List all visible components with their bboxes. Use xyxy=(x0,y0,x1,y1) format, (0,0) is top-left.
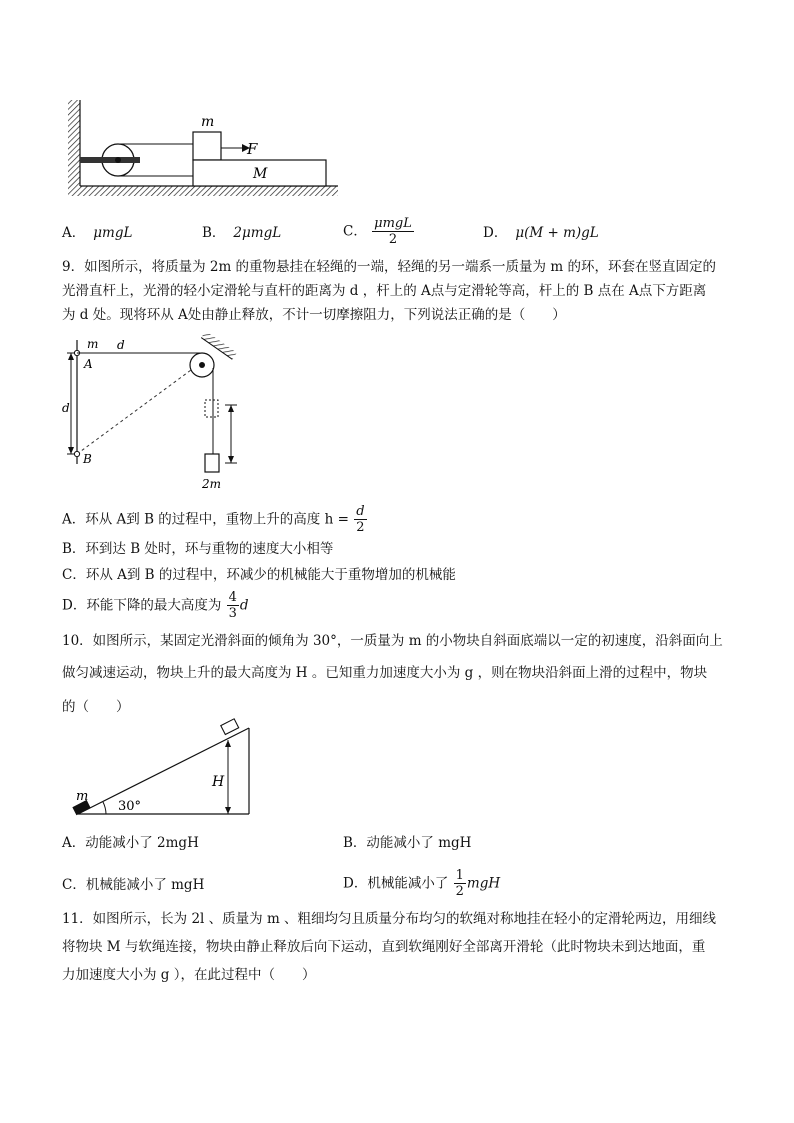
q11-stem-line-2: 将物块 M 与软绳连接，物块由静止释放后向下运动，直到软绳刚好全部离开滑轮（此时物块未到达地面，重 xyxy=(62,939,706,955)
label-m: m xyxy=(201,114,215,130)
fraction: $\frac{4}{3}$ xyxy=(228,590,237,621)
weight-initial-dashed xyxy=(205,400,218,417)
label-H: H xyxy=(212,774,225,790)
fraction: $\frac{\text{μmgL}}{2}$ xyxy=(374,216,412,247)
q11-stem-line-3: 力加速度大小为 g ），在此过程中（ ） xyxy=(62,967,316,983)
fraction: $\frac{1}{2}$ xyxy=(455,868,464,899)
block-m xyxy=(193,132,221,160)
q10-stem-line-3: 的（ ） xyxy=(62,699,130,715)
q11-stem-line-1: 11．如图所示，长为 2l 、质量为 m 、粗细均匀且质量分布均匀的软绳对称地挂在轻小的定滑轮两边，用细线 xyxy=(62,911,717,927)
q10-option-b: B．动能减小了 mgH xyxy=(343,835,472,851)
fraction: $\frac{d}{2}$ xyxy=(356,504,365,535)
label-m: m xyxy=(87,337,99,351)
q9-stem-line-3: 为 d 处。现将环从 A处由静止释放，不计一切摩擦阻力，下列说法正确的是（ ） xyxy=(62,307,566,323)
q10-stem-line-1: 10．如图所示，某固定光滑斜面的倾角为 30°，一质量为 m 的小物块自斜面底端以一定的初速度，沿斜面向上 xyxy=(62,633,723,649)
q8-option-c: C． $\frac{\text{μmgL}}{2}$ xyxy=(343,216,412,247)
rope-dashed xyxy=(77,370,191,454)
floor xyxy=(80,186,338,196)
pulley-icon xyxy=(80,144,140,176)
q9-stem-line-2: 光滑直杆上，光滑的轻小定滑轮与直杆的距离为 d ，杆上的 A点与定滑轮等高，杆上的 B 点在 A点下方距离 xyxy=(62,283,707,299)
label-angle: 30° xyxy=(118,799,142,814)
label-d-top: d xyxy=(117,338,125,352)
q10-option-a: A．动能减小了 2mgH xyxy=(62,835,199,851)
q9-option-a: A．环从 A到 B 的过程中，重物上升的高度 h = $\frac{d}{2}$ xyxy=(62,504,365,535)
label-A: A xyxy=(84,357,93,371)
label-B: B xyxy=(83,452,92,466)
q9-figure xyxy=(60,332,260,494)
q10-stem-line-2: 做匀减速运动，物块上升的最大高度为 H 。已知重力加速度大小为 g ，则在物块沿斜面上滑的过程中，物块 xyxy=(62,665,708,681)
q10-figure xyxy=(66,716,256,820)
q8-option-a: A． μmgL xyxy=(62,225,133,241)
q9-option-b: B．环到达 B 处时，环与重物的速度大小相等 xyxy=(62,541,334,557)
q9-option-c: C．环从 A到 B 的过程中，环减少的机械能大于重物增加的机械能 xyxy=(62,567,456,583)
label-2m: 2m xyxy=(202,477,222,491)
q9-stem-line-1: 9．如图所示，将质量为 2m 的重物悬挂在轻绳的一端，轻绳的另一端系一质量为 m 的环，环套在竖直固定的 xyxy=(62,259,716,275)
q9-option-d: D．环能下降的最大高度为 $\frac{4}{3}$ d xyxy=(62,590,249,621)
pulley-icon xyxy=(190,353,214,377)
weight-2m xyxy=(205,454,219,472)
label-M: M xyxy=(253,166,268,182)
q10-option-d: D．机械能减小了 $\frac{1}{2}$ mgH xyxy=(343,868,501,899)
label-m: m xyxy=(76,789,89,804)
q8-option-b: B． 2μmgL xyxy=(202,225,282,241)
incline-slope xyxy=(78,728,249,814)
label-d-side: d xyxy=(62,401,70,415)
label-F: F xyxy=(247,140,258,158)
q10-option-c: C．机械能减小了 mgH xyxy=(62,877,205,893)
wall xyxy=(68,100,80,196)
q8-figure xyxy=(64,96,344,204)
q8-option-d: D． μ(M + m)gL xyxy=(483,225,599,241)
block-top xyxy=(221,719,239,735)
